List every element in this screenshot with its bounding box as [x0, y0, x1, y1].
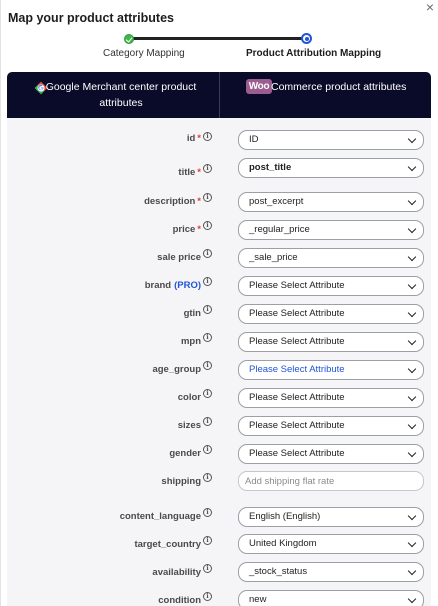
attr-label-age-group: age_group: [152, 364, 201, 375]
chevron-down-icon: [408, 225, 416, 233]
info-icon[interactable]: i: [203, 333, 212, 342]
chevron-down-icon: [408, 449, 416, 457]
attr-select-target-country[interactable]: United Kingdom: [238, 534, 424, 554]
attr-select-color[interactable]: Please Select Attribute: [238, 388, 424, 408]
info-icon[interactable]: i: [203, 592, 212, 601]
woocommerce-attributes-heading: Commerce product attributes: [271, 81, 407, 93]
attr-row-shipping: [1, 471, 438, 493]
chevron-down-icon: [408, 337, 416, 345]
attr-row-description: [1, 192, 438, 214]
attr-label-description: description *: [144, 196, 201, 207]
info-icon[interactable]: i: [203, 221, 212, 230]
attr-select-gender[interactable]: Please Select Attribute: [238, 444, 424, 464]
attr-label-title: title *: [178, 167, 201, 178]
attr-select-description[interactable]: post_excerpt: [238, 192, 424, 212]
chevron-down-icon: [408, 253, 416, 261]
attr-row-age-group: [1, 360, 438, 382]
attr-row-id: [1, 130, 438, 152]
close-icon[interactable]: ×: [425, 0, 435, 15]
attr-select-brand[interactable]: Please Select Attribute: [238, 276, 424, 296]
chevron-down-icon: [408, 281, 416, 289]
chevron-down-icon: [408, 539, 416, 547]
attr-label-price: price *: [172, 224, 201, 235]
attr-label-mpn: mpn: [180, 336, 201, 347]
chevron-down-icon: [408, 309, 416, 317]
attr-row-gender: [1, 444, 438, 466]
stepper-line-current: [217, 37, 305, 40]
chevron-down-icon: [408, 197, 416, 205]
info-icon[interactable]: i: [203, 445, 212, 454]
step-active-dot-icon: [301, 33, 312, 44]
attr-label-brand: brand (PRO): [144, 280, 201, 291]
info-icon[interactable]: i: [203, 417, 212, 426]
attr-select-sale-price[interactable]: _sale_price: [238, 248, 424, 268]
chevron-down-icon: [408, 567, 416, 575]
attr-label-gender: gender: [169, 448, 201, 459]
info-icon[interactable]: i: [203, 473, 212, 482]
attr-select-availability[interactable]: _stock_status: [238, 562, 424, 582]
attr-select-mpn[interactable]: Please Select Attribute: [238, 332, 424, 352]
info-icon[interactable]: i: [203, 536, 212, 545]
chevron-down-icon: [408, 421, 416, 429]
info-icon[interactable]: i: [203, 132, 212, 141]
attr-select-gtin[interactable]: Please Select Attribute: [238, 304, 424, 324]
chevron-down-icon: [408, 135, 416, 143]
attr-row-target-country: [1, 534, 438, 556]
attr-row-color: [1, 388, 438, 410]
chevron-down-icon: [408, 512, 416, 520]
step-label-category-mapping: Category Mapping: [103, 48, 185, 59]
attr-row-mpn: [1, 332, 438, 354]
attr-row-content-language: [1, 507, 438, 529]
attr-select-title[interactable]: post_title: [238, 158, 424, 178]
pro-badge: (PRO): [174, 280, 201, 291]
attr-select-id[interactable]: ID: [238, 130, 424, 150]
attr-row-gtin: [1, 304, 438, 326]
info-icon[interactable]: i: [203, 361, 212, 370]
stepper-line-completed: [129, 37, 217, 40]
chevron-down-icon: [408, 393, 416, 401]
info-icon[interactable]: i: [203, 389, 212, 398]
attr-label-sizes: sizes: [177, 420, 201, 431]
attr-label-id: id *: [186, 133, 201, 144]
woocommerce-logo-icon: Woo: [246, 79, 272, 94]
info-icon[interactable]: i: [203, 164, 212, 173]
attr-label-sale-price: sale price: [157, 252, 201, 263]
info-icon[interactable]: i: [203, 508, 212, 517]
info-icon[interactable]: i: [203, 193, 212, 202]
step-label-product-attribution-mapping: Product Attribution Mapping: [246, 48, 382, 59]
attr-label-condition: condition: [158, 595, 201, 606]
attr-row-brand: [1, 276, 438, 298]
attr-label-availability: availability: [152, 567, 201, 578]
attr-label-color: color: [177, 392, 201, 403]
attr-select-age-group[interactable]: Please Select Attribute: [238, 360, 424, 380]
attr-label-gtin: gtin: [183, 308, 201, 319]
attr-row-sizes: [1, 416, 438, 438]
chevron-down-icon: [408, 595, 416, 603]
attr-label-shipping: shipping: [161, 476, 201, 487]
header-divider: [219, 72, 220, 118]
modal-title: Map your product attributes: [8, 11, 174, 25]
chevron-down-icon: [408, 365, 416, 373]
chevron-down-icon: [408, 163, 416, 171]
attr-select-sizes[interactable]: Please Select Attribute: [238, 416, 424, 436]
attr-row-availability: [1, 562, 438, 584]
info-icon[interactable]: i: [203, 305, 212, 314]
attr-select-content-language[interactable]: English (English): [238, 507, 424, 527]
info-icon[interactable]: i: [203, 249, 212, 258]
attr-select-condition[interactable]: new: [238, 590, 424, 606]
shipping-flat-rate-input[interactable]: [238, 471, 424, 491]
attr-select-price[interactable]: _regular_price: [238, 220, 424, 240]
attr-label-target-country: target_country: [134, 539, 201, 550]
step-completed-check-icon: [124, 34, 134, 44]
attr-label-content-language: content_language: [119, 511, 201, 522]
attr-row-sale-price: [1, 248, 438, 270]
info-icon[interactable]: i: [203, 564, 212, 573]
attr-row-title: [1, 158, 438, 180]
attr-row-price: [1, 220, 438, 242]
google-merchant-attributes-heading: Google Merchant center product attributes: [45, 81, 197, 109]
info-icon[interactable]: i: [203, 277, 212, 286]
attr-row-condition: [1, 590, 438, 606]
